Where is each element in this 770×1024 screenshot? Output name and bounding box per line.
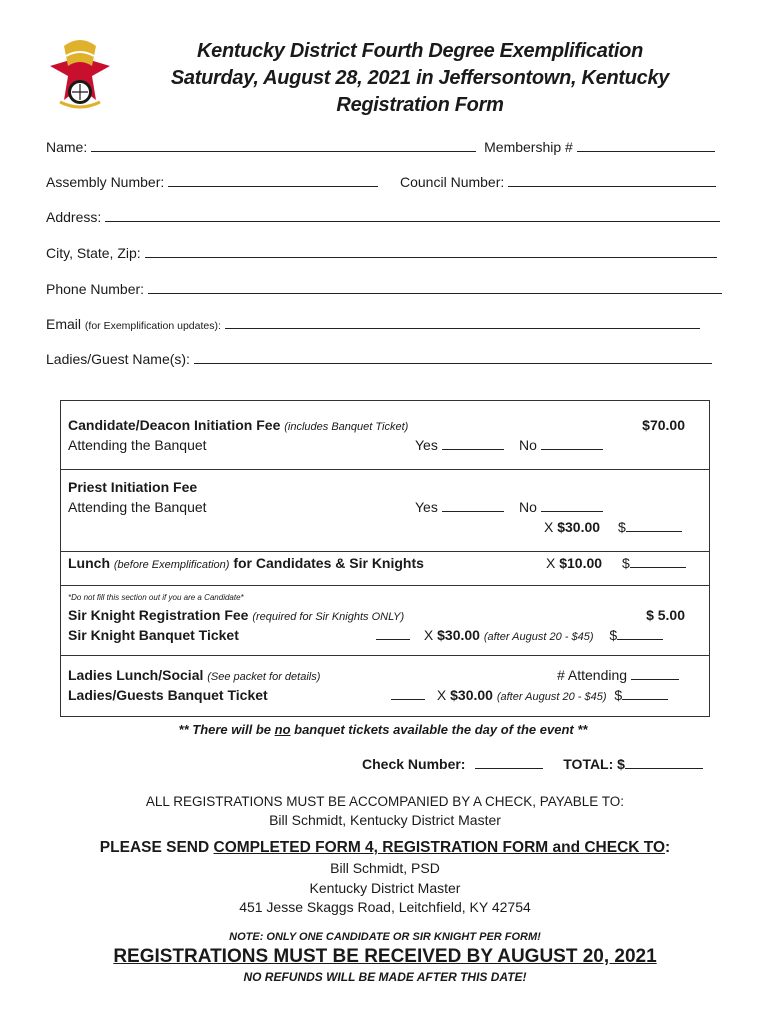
- total-blank[interactable]: [625, 756, 703, 769]
- dollar-symbol: $: [621, 555, 630, 571]
- lunch-price-row: [546, 555, 686, 571]
- yes-blank[interactable]: [442, 499, 504, 512]
- title-line-3: Registration Form: [336, 94, 504, 116]
- council-input-line[interactable]: [508, 174, 716, 187]
- mail-addr-1: Bill Schmidt, PSD: [330, 860, 440, 876]
- attending-blank[interactable]: [631, 667, 679, 680]
- yes-label: Yes: [415, 437, 438, 453]
- sk-banquet-qty-blank[interactable]: [376, 627, 410, 640]
- priest-price: $30.00: [557, 519, 601, 535]
- dollar-symbol: $: [617, 519, 626, 535]
- candidate-fee-label: Candidate/Deacon Initiation Fee: [68, 417, 281, 433]
- sk-reg-price: $ 5.00: [646, 607, 685, 623]
- sk-banquet-amount-blank[interactable]: [617, 627, 663, 640]
- priest-banquet-no: [519, 499, 603, 515]
- address-field: [46, 209, 720, 225]
- address-input-line[interactable]: [105, 209, 720, 222]
- ladies-banquet-label: Ladies/Guests Banquet Ticket: [68, 687, 268, 703]
- council-label: Council Number:: [400, 174, 505, 190]
- ladies-lunch-note: (See packet for details): [207, 671, 321, 683]
- total-label: TOTAL: $: [563, 756, 625, 772]
- dollar-symbol: $: [609, 627, 618, 643]
- ladies-banquet-row: [391, 687, 668, 703]
- email-field: [46, 316, 700, 332]
- lunch-price: $10.00: [559, 555, 603, 571]
- email-input-line[interactable]: [225, 316, 700, 329]
- sk-reg-note: (required for Sir Knights ONLY): [252, 611, 405, 623]
- no-blank[interactable]: [541, 499, 603, 512]
- check-total-row: [362, 756, 703, 772]
- ladies-section: [61, 655, 709, 716]
- ladies-attending-row: [557, 667, 679, 683]
- lunch-amount-blank[interactable]: [630, 555, 686, 568]
- attending-label: # Attending: [557, 667, 628, 683]
- times-symbol: X: [546, 555, 556, 571]
- phone-label: Phone Number:: [46, 281, 145, 297]
- no-label: No: [519, 437, 537, 453]
- sk-banquet-price: $30.00: [437, 627, 480, 643]
- payee: Bill Schmidt, Kentucky District Master: [269, 812, 501, 828]
- sir-knight-section: [61, 585, 709, 656]
- fee-table: [60, 400, 710, 717]
- name-input-line[interactable]: [91, 139, 476, 152]
- ladies-banquet-qty-blank[interactable]: [391, 687, 425, 700]
- candidate-banquet-yes: [415, 437, 504, 453]
- sk-reg-label: Sir Knight Registration Fee: [68, 607, 249, 623]
- no-tickets-pre: ** There will be: [178, 722, 275, 737]
- sk-banquet-row: [376, 627, 663, 643]
- city-input-line[interactable]: [145, 245, 717, 258]
- assembly-input-line[interactable]: [168, 174, 378, 187]
- one-per-form-note: NOTE: ONLY ONE CANDIDATE OR SIR KNIGHT PER FORM!: [229, 931, 541, 943]
- ladies-banquet-amount-blank[interactable]: [622, 687, 668, 700]
- priest-section: [61, 469, 709, 552]
- candidate-section: [61, 401, 709, 470]
- priest-price-row: [544, 519, 682, 535]
- sk-banquet-label: Sir Knight Banquet Ticket: [68, 627, 239, 643]
- lunch-note: (before Exemplification): [113, 559, 230, 571]
- name-label: Name:: [46, 139, 88, 155]
- all-registrations-note: ALL REGISTRATIONS MUST BE ACCOMPANIED BY A CHECK, PAYABLE TO:: [145, 794, 625, 809]
- phone-input-line[interactable]: [148, 281, 722, 294]
- candidate-fee-row: [68, 417, 408, 433]
- candidate-banquet-no: [519, 437, 603, 453]
- city-label: City, State, Zip:: [46, 245, 141, 261]
- send-underlined: COMPLETED FORM 4, REGISTRATION FORM and CHECK TO: [213, 839, 666, 856]
- send-to-heading: [0, 839, 770, 857]
- email-label: Email: [46, 316, 82, 332]
- no-refunds-note: NO REFUNDS WILL BE MADE AFTER THIS DATE!: [243, 970, 527, 984]
- dollar-symbol: $: [614, 687, 623, 703]
- candidate-banquet-label: Attending the Banquet: [68, 437, 207, 453]
- candidate-fee-price: $70.00: [642, 417, 685, 433]
- title-line-2: Saturday, August 28, 2021 in Jeffersontown, Kentucky: [170, 67, 670, 89]
- no-label: No: [519, 499, 537, 515]
- candidate-fee-note: (includes Banquet Ticket): [284, 421, 409, 433]
- ladies-input-line[interactable]: [194, 351, 712, 364]
- mail-addr-2: Kentucky District Master: [309, 880, 461, 896]
- email-note: (for Exemplification updates):: [84, 320, 221, 332]
- sk-reg-row: [68, 607, 404, 623]
- form-title: [150, 38, 690, 119]
- priest-banquet-label: Attending the Banquet: [68, 499, 207, 515]
- ladies-lunch-row: [68, 667, 320, 683]
- no-blank[interactable]: [541, 437, 603, 450]
- no-tickets-no: no: [274, 722, 291, 737]
- yes-blank[interactable]: [442, 437, 504, 450]
- check-number-label: Check Number:: [362, 756, 466, 772]
- title-line-1: Kentucky District Fourth Degree Exemplification: [197, 40, 643, 62]
- ladies-lunch-label: Ladies Lunch/Social: [68, 667, 204, 683]
- assembly-label: Assembly Number:: [46, 174, 165, 190]
- ladies-field: [46, 351, 712, 367]
- ladies-banquet-price: $30.00: [450, 687, 493, 703]
- send-pre: PLEASE SEND: [99, 839, 214, 856]
- no-tickets-note: [0, 722, 768, 737]
- yes-label: Yes: [415, 499, 438, 515]
- priest-amount-blank[interactable]: [626, 519, 682, 532]
- times-symbol: X: [423, 627, 434, 643]
- phone-field: [46, 281, 722, 297]
- ladies-label: Ladies/Guest Name(s):: [46, 351, 190, 367]
- priest-banquet-yes: [415, 499, 504, 515]
- address-label: Address:: [46, 209, 102, 225]
- lunch-label: Lunch: [68, 555, 110, 571]
- do-not-fill-note: *Do not fill this section out if you are a Candidate*: [68, 593, 244, 602]
- lunch-label-2: for Candidates & Sir Knights: [233, 555, 424, 571]
- check-number-blank[interactable]: [475, 756, 543, 769]
- mail-addr-3: 451 Jesse Skaggs Road, Leitchfield, KY 42754: [239, 899, 531, 915]
- times-symbol: X: [436, 687, 447, 703]
- priest-fee-label: Priest Initiation Fee: [68, 479, 198, 495]
- membership-input-line[interactable]: [577, 139, 715, 152]
- lunch-row: [68, 555, 424, 571]
- deadline-heading: REGISTRATIONS MUST BE RECEIVED BY AUGUST 20, 2021: [113, 946, 657, 967]
- times-symbol: X: [544, 519, 554, 535]
- name-field: [46, 139, 715, 155]
- fourth-degree-emblem-logo: [46, 36, 114, 114]
- council-field: [400, 174, 716, 190]
- no-tickets-post: banquet tickets available the day of the event **: [290, 722, 588, 737]
- membership-label: Membership #: [484, 139, 573, 155]
- send-colon: :: [665, 839, 671, 856]
- lunch-section: [61, 551, 709, 586]
- city-field: [46, 245, 717, 261]
- assembly-field: [46, 174, 378, 190]
- sk-banquet-after-note: (after August 20 - $45): [483, 631, 594, 643]
- ladies-banquet-after-note: (after August 20 - $45): [496, 691, 607, 703]
